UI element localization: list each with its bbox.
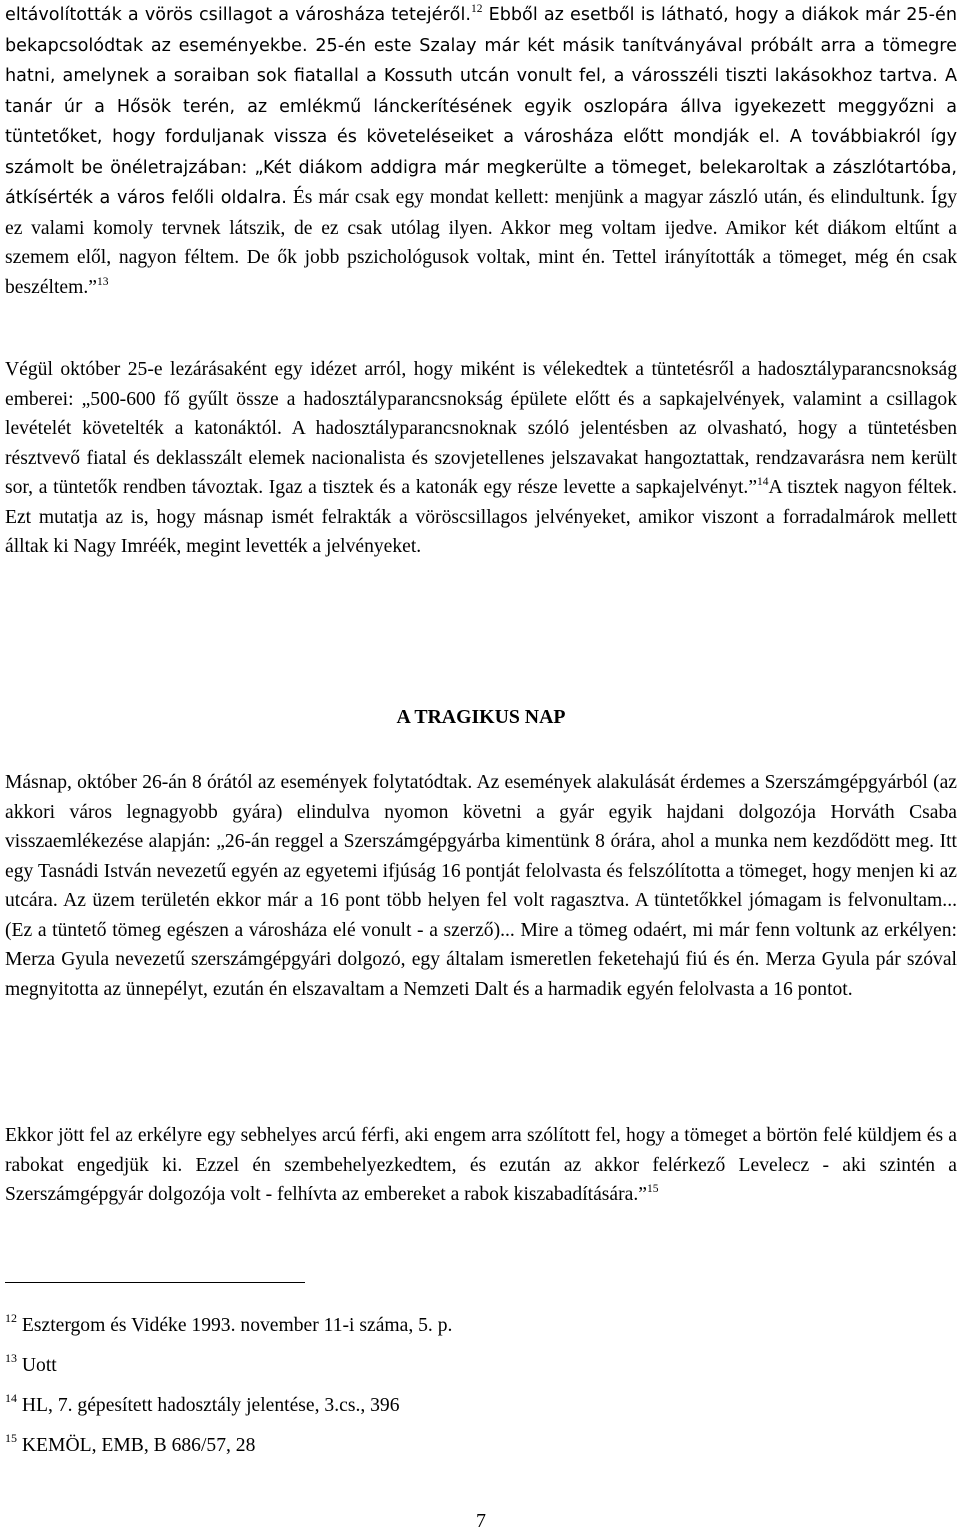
footnote-15 <box>5 1433 957 1473</box>
footnote-text: Esztergom és Vidéke 1993. november 11-i száma, 5. p. <box>21 1315 453 1336</box>
footnote-13 <box>5 1353 957 1393</box>
paragraph-4 <box>5 1121 957 1210</box>
footnote-ref-14: 14 <box>757 476 769 488</box>
footnote-separator <box>5 1282 305 1283</box>
footnote-ref-12: 12 <box>470 3 483 15</box>
paragraph-1-part-a: eltávolították a vörös csillagot a városháza tetejéről. <box>5 5 471 25</box>
footnote-text: Uott <box>21 1355 57 1376</box>
footnote-number: 14 <box>5 1391 17 1405</box>
paragraph-1-part-a2: Ebből az esetből is látható, hogy a diákok már 25-én bekapcsolódtak az eseményekbe. <box>5 5 958 56</box>
paragraph-1-part-b: 25-én este Szalay már két másik tanítványával próbált arra a tömegre hatni, amelynek a soraiban sok fiatallal a Kossuth utcán vonult fel, a városszéli tiszti lakásokhoz tartva. A tanár úr a Hősök terén, az emlékmű lánckerítésének egyik oszlopára állva igyekezett meggyőzni a tüntetőket, hogy forduljanak vissza és követeléseiket a városháza előtt mondják el. A továbbiakról így számolt be önéletrajzában: „Két diákom addigra már megkerülte a tömeget, belekaroltak a zászlótartóba, átkísérték a város felőli oldalra. <box>5 35 957 208</box>
paragraph-1 <box>5 0 957 302</box>
paragraph-3: Másnap, október 26-án 8 órától az események folytatódtak. Az események alakulását érdemes a Szerszámgépgyárból (az akkori város legnagyobb gyára) elindulva nyomon követni a gyár egyik hajdani dolgozója Horváth Csaba visszaemlékezése alapján: „26-án reggel a Szerszámgépgyárba kimentünk 8 órára, ahol a munka nem kezdődött meg. Itt egy Tasnádi István nevezetű egyén az egyetemi ifjúság 16 pontját felolvasta és felszólította a tömeget, hogy menjen ki az utcára. Az üzem területén ekkor már a 16 pont több helyen fel volt ragasztva. A tüntetőkkel jómagam is felvonultam... (Ez a tüntető tömeg egészen a városháza elé vonult - a szerző)... Mire a tömeg odaért, mi már fenn voltunk az erkélyen: Merza Gyula nevezetű szerszámgépgyári dolgozó, egy általam ismeretlen feketehajú fiú és én. Merza Gyula pár szóval megnyitotta az ünnepélyt, ezután én elszavaltam a Nemzeti Dalt és a harmadik egyén felolvasta a 16 pontot. <box>5 772 957 1000</box>
footnote-text: HL, 7. gépesített hadosztály jelentése, 3.cs., 396 <box>21 1395 400 1416</box>
paragraph-1-part-c: És már csak egy mondat kellett: menjünk a magyar zászló után, és elindultunk. Így ez valami komoly tervnek látszik, de ez csak utólag ilyen. Akkor meg voltam ijedve. Amikor két diákom eltűnt a szemem elől, nagyon féltem. De ők jobb pszichológusok voltak, mint én. Tettel irányították a tömeget, még én csak beszéltem.” <box>5 187 957 298</box>
footnote-number: 12 <box>5 1311 17 1325</box>
footnote-text: KEMÖL, EMB, B 686/57, 28 <box>21 1435 256 1456</box>
paragraph-2-part-b: A tisztek nagyon féltek. Ezt mutatja az is, hogy másnap ismét felrakták a vöröscsillagos jelvényeket, amikor viszont a forradalmárok mellett álltak ki Nagy Imréék, megint levették a jelvényeket. <box>5 477 957 557</box>
footnote-number: 13 <box>5 1351 17 1365</box>
footnote-12 <box>5 1313 957 1353</box>
footnote-ref-15: 15 <box>646 1183 659 1195</box>
paragraph-2-part-a: Végül október 25-e lezárásaként egy idézet arról, hogy miként is vélekedtek a tüntetésről a hadosztályparancsnokság emberei: „500-600 fő gyűlt össze a hadosztályparancsnokság épülete előtt és a sapkajelvények, valamint a csillagok levételét követelték a katonáktól. A hadosztályparancsnoknak szóló jelentésben az olvasható, hogy a tüntetésben résztvevő fiatal és deklasszált elemek nacionalista és szovjetellenes jelszavakat hangoztattak, rendzavarásra nem került sor, a tüntetők rendben távoztak. Igaz a tisztek és a katonák egy része levette a sapkajelvényt.” <box>5 359 957 498</box>
footnotes <box>5 1313 957 1473</box>
page-number: 7 <box>476 1510 486 1532</box>
section-heading: A TRAGIKUS NAP <box>396 706 566 728</box>
footnote-ref-13: 13 <box>96 275 109 288</box>
paragraph-2 <box>5 355 957 562</box>
footnote-number: 15 <box>5 1431 17 1445</box>
footnote-14 <box>5 1393 957 1433</box>
paragraph-4-text: Ekkor jött fel az erkélyre egy sebhelyes arcú férfi, aki engem arra szólított fel, hogy a tömeget a börtön felé küldjem és a rabokat engedjük ki. Ezzel én szembehelyezkedtem, és ezután az akkor felérkező Levelecz - aki szintén a Szerszámgépgyár dolgozója volt - felhívta az embereket a rabok kiszabadítására.” <box>5 1125 957 1205</box>
